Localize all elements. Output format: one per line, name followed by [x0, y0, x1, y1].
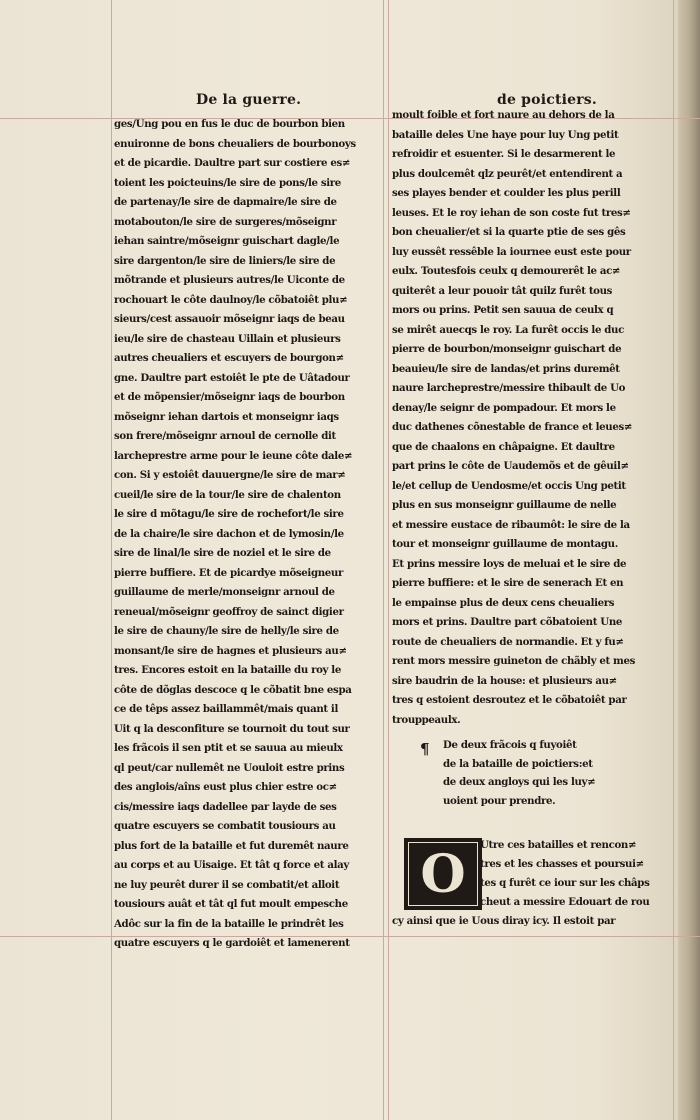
text-line: duc dathenes cõnestable de france et leues≠: [392, 421, 633, 433]
text-line: ql peut/car nullemêt ne Uouloit estre prins: [114, 761, 345, 774]
running-head-left: De la guerre.: [196, 92, 302, 108]
text-line: tousiours auât et tât ql fut moult empesche: [114, 898, 348, 910]
heading-line: De deux frãcois q fuyoiêt: [443, 739, 577, 751]
text-line: reneual/mõseignr geoffroy de sainct digier: [114, 605, 344, 618]
text-line: gne. Daultre part estoiêt le pte de Uâtadour: [114, 371, 350, 384]
text-line: guillaume de merle/monseignr arnoul de: [114, 586, 335, 598]
text-line: de la chaire/le sire dachon et de lymosin/le: [114, 527, 344, 540]
text-line: mors et prins. Daultre part cõbatoient Une: [392, 616, 623, 628]
text-line: les frãcois il sen ptit et se sauua au mieulx: [114, 742, 343, 754]
text-line: de partenay/le sire de dapmaire/le sire de: [114, 196, 337, 208]
text-line: mors ou prins. Petit sen sauua de ceulx q: [392, 304, 614, 316]
text-line: que de chaalons en châpaigne. Et daultre: [392, 440, 615, 453]
text-line: ce de têps assez baillammêt/mais quant il: [114, 703, 338, 715]
text-line: sieurs/cest assauoir mõseignr iaqs de beau: [114, 313, 345, 325]
text-line: tes q furêt ce iour sur les châps: [480, 877, 650, 889]
chapter-text: [392, 836, 668, 931]
text-line: le sire de chauny/le sire de helly/le sire de: [114, 625, 339, 637]
text-line: ses playes bender et coulder les plus perill: [392, 187, 621, 199]
paragraph-mark-icon: ¶: [420, 740, 430, 758]
text-line: mõtrande et plusieurs autres/le Uiconte de: [114, 274, 345, 286]
text-line: rent mors messire guineton de chãbly et mes: [392, 655, 635, 667]
text-line: ieu/le sire de chasteau Uillain et plusieurs: [114, 332, 341, 345]
text-line: tres et les chasses et poursui≠: [480, 858, 644, 870]
text-line: denay/le seignr de pompadour. Et mors le: [392, 401, 616, 414]
text-line: Utre ces batailles et rencon≠: [480, 839, 637, 851]
text-line: sire dargenton/le sire de liniers/le sire de: [114, 254, 336, 267]
text-line: moult foible et fort naure au dehors de la: [392, 109, 615, 121]
heading-line: de la bataille de poictiers:et: [443, 757, 593, 770]
heading-line: uoient pour prendre.: [443, 794, 556, 807]
text-line: con. Si y estoiêt dauuergne/le sire de mar≠: [114, 469, 346, 481]
text-line: le empainse plus de deux cens cheualiers: [392, 596, 615, 609]
text-line: monsant/le sire de hagnes et plusieurs au≠: [114, 644, 347, 657]
text-line: cheut a messire Edouart de rou: [480, 896, 650, 908]
heading-line: de deux angloys qui les luy≠: [443, 776, 596, 788]
ruling-line: [383, 0, 384, 1120]
text-line: mõseignr iehan dartois et monseignr iaqs: [114, 410, 339, 423]
text-line: Et prins messire loys de meluai et le sire de: [392, 557, 627, 570]
text-line: naure larcheprestre/messire thibault de Uo: [392, 382, 626, 394]
text-line: autres cheualiers et escuyers de bourgon≠: [114, 352, 344, 364]
text-line: quiterêt a leur pouoir tât quilz furêt tous: [392, 284, 613, 297]
text-line: motabouton/le sire de surgeres/mõseignr: [114, 215, 337, 228]
text-line: côte de dõglas descoce q le cõbatit bne espa: [114, 683, 352, 696]
text-line: larcheprestre arme pour le ieune côte dale≠: [114, 449, 353, 462]
text-line: et de picardie. Daultre part sur costiere es≠: [114, 157, 351, 169]
text-line: et de mõpensier/mõseignr iaqs de bourbon: [114, 391, 345, 403]
text-line: plus en sus monseignr guillaume de nelle: [392, 499, 617, 511]
text-line: cy ainsi que ie Uous diray icy. Il estoit par: [392, 915, 616, 927]
text-line: se mirêt auecqs le roy. La furêt occis le duc: [392, 323, 624, 336]
text-line: luy eussêt ressêble la iournee eust este pour: [392, 245, 631, 258]
ruling-line: [673, 0, 674, 1120]
text-line: au corps et au Uisaige. Et tât q force et alay: [114, 859, 349, 871]
text-line: son frere/mõseignr arnoul de cernolle dit: [114, 430, 336, 442]
text-line: tres. Encores estoit en la bataille du roy le: [114, 664, 341, 676]
text-line: le/et cellup de Uendosme/et occis Ung petit: [392, 479, 626, 492]
left-text-column: [114, 115, 380, 954]
text-line: ges/Ung pou en fus le duc de bourbon bien: [114, 118, 345, 130]
ruling-line: [388, 0, 389, 1120]
text-line: cueil/le sire de la tour/le sire de chalenton: [114, 488, 341, 501]
text-line: toient les poicteuins/le sire de pons/le sire: [114, 176, 341, 189]
text-line: ne luy peurêt durer il se combatit/et alloit: [114, 878, 340, 891]
ruling-line: [111, 0, 112, 1120]
text-line: iehan saintre/mõseignr guischart dagle/le: [114, 235, 340, 247]
text-line: trouppeaulx.: [392, 713, 461, 726]
text-line: bon cheualier/et si la quarte ptie de ses gês: [392, 226, 626, 238]
text-line: quatre escuyers q le gardoiêt et lamenerent: [114, 937, 350, 949]
page-edge: [678, 0, 700, 1120]
text-line: cis/messire iaqs dadellee par layde de ses: [114, 800, 337, 813]
text-line: pierre buffiere: et le sire de senerach Et en: [392, 577, 624, 589]
text-line: pierre de bourbon/monseignr guischart de: [392, 343, 622, 355]
text-line: sire de linal/le sire de noziel et le sire de: [114, 547, 331, 559]
text-line: plus fort de la bataille et fut duremêt naure: [114, 839, 349, 852]
chapter-heading: [443, 736, 673, 810]
text-line: rochouart le côte daulnoy/le cõbatoiêt plu≠: [114, 293, 348, 306]
text-line: et messire eustace de ribaumôt: le sire de la: [392, 518, 630, 531]
text-line: tres q estoient desroutez et le cõbatoiêt par: [392, 694, 627, 706]
text-line: Uit q la desconfiture se tournoit du tout sur: [114, 722, 350, 735]
initial-letter: O: [420, 843, 466, 905]
text-line: route de cheualiers de normandie. Et y fu≠: [392, 635, 624, 648]
text-line: quatre escuyers se combatit tousiours au: [114, 820, 336, 832]
text-line: refroidir et esuenter. Si le desarmerent le: [392, 148, 616, 160]
text-line: part prins le côte de Uaudemõs et de gêuil≠: [392, 460, 629, 472]
text-line: tour et monseignr guillaume de montagu.: [392, 538, 618, 550]
right-text-column: [392, 106, 668, 730]
text-line: pierre buffiere. Et de picardye mõseigneur: [114, 566, 343, 579]
text-line: plus doulcemêt qlz peurêt/et entendirent a: [392, 167, 623, 180]
text-line: leuses. Et le roy iehan de son coste fut tres≠: [392, 206, 631, 219]
text-line: eulx. Toutesfois ceulx q demourerêt le ac≠: [392, 265, 621, 277]
running-head-right: de poictiers.: [497, 92, 597, 108]
text-line: enuironne de bons cheualiers de bourbonoys: [114, 137, 356, 150]
text-line: le sire d mõtagu/le sire de rochefort/le sire: [114, 508, 344, 520]
text-line: beauieu/le sire de landas/et prins duremêt: [392, 362, 620, 375]
text-line: bataille deles Une haye pour luy Ung petit: [392, 128, 619, 141]
text-line: Adôc sur la fin de la bataille le prindrêt les: [114, 917, 344, 930]
text-line: sire baudrin de la house: et plusieurs au≠: [392, 674, 617, 687]
text-line: des anglois/aîns eust plus chier estre oc≠: [114, 781, 337, 793]
